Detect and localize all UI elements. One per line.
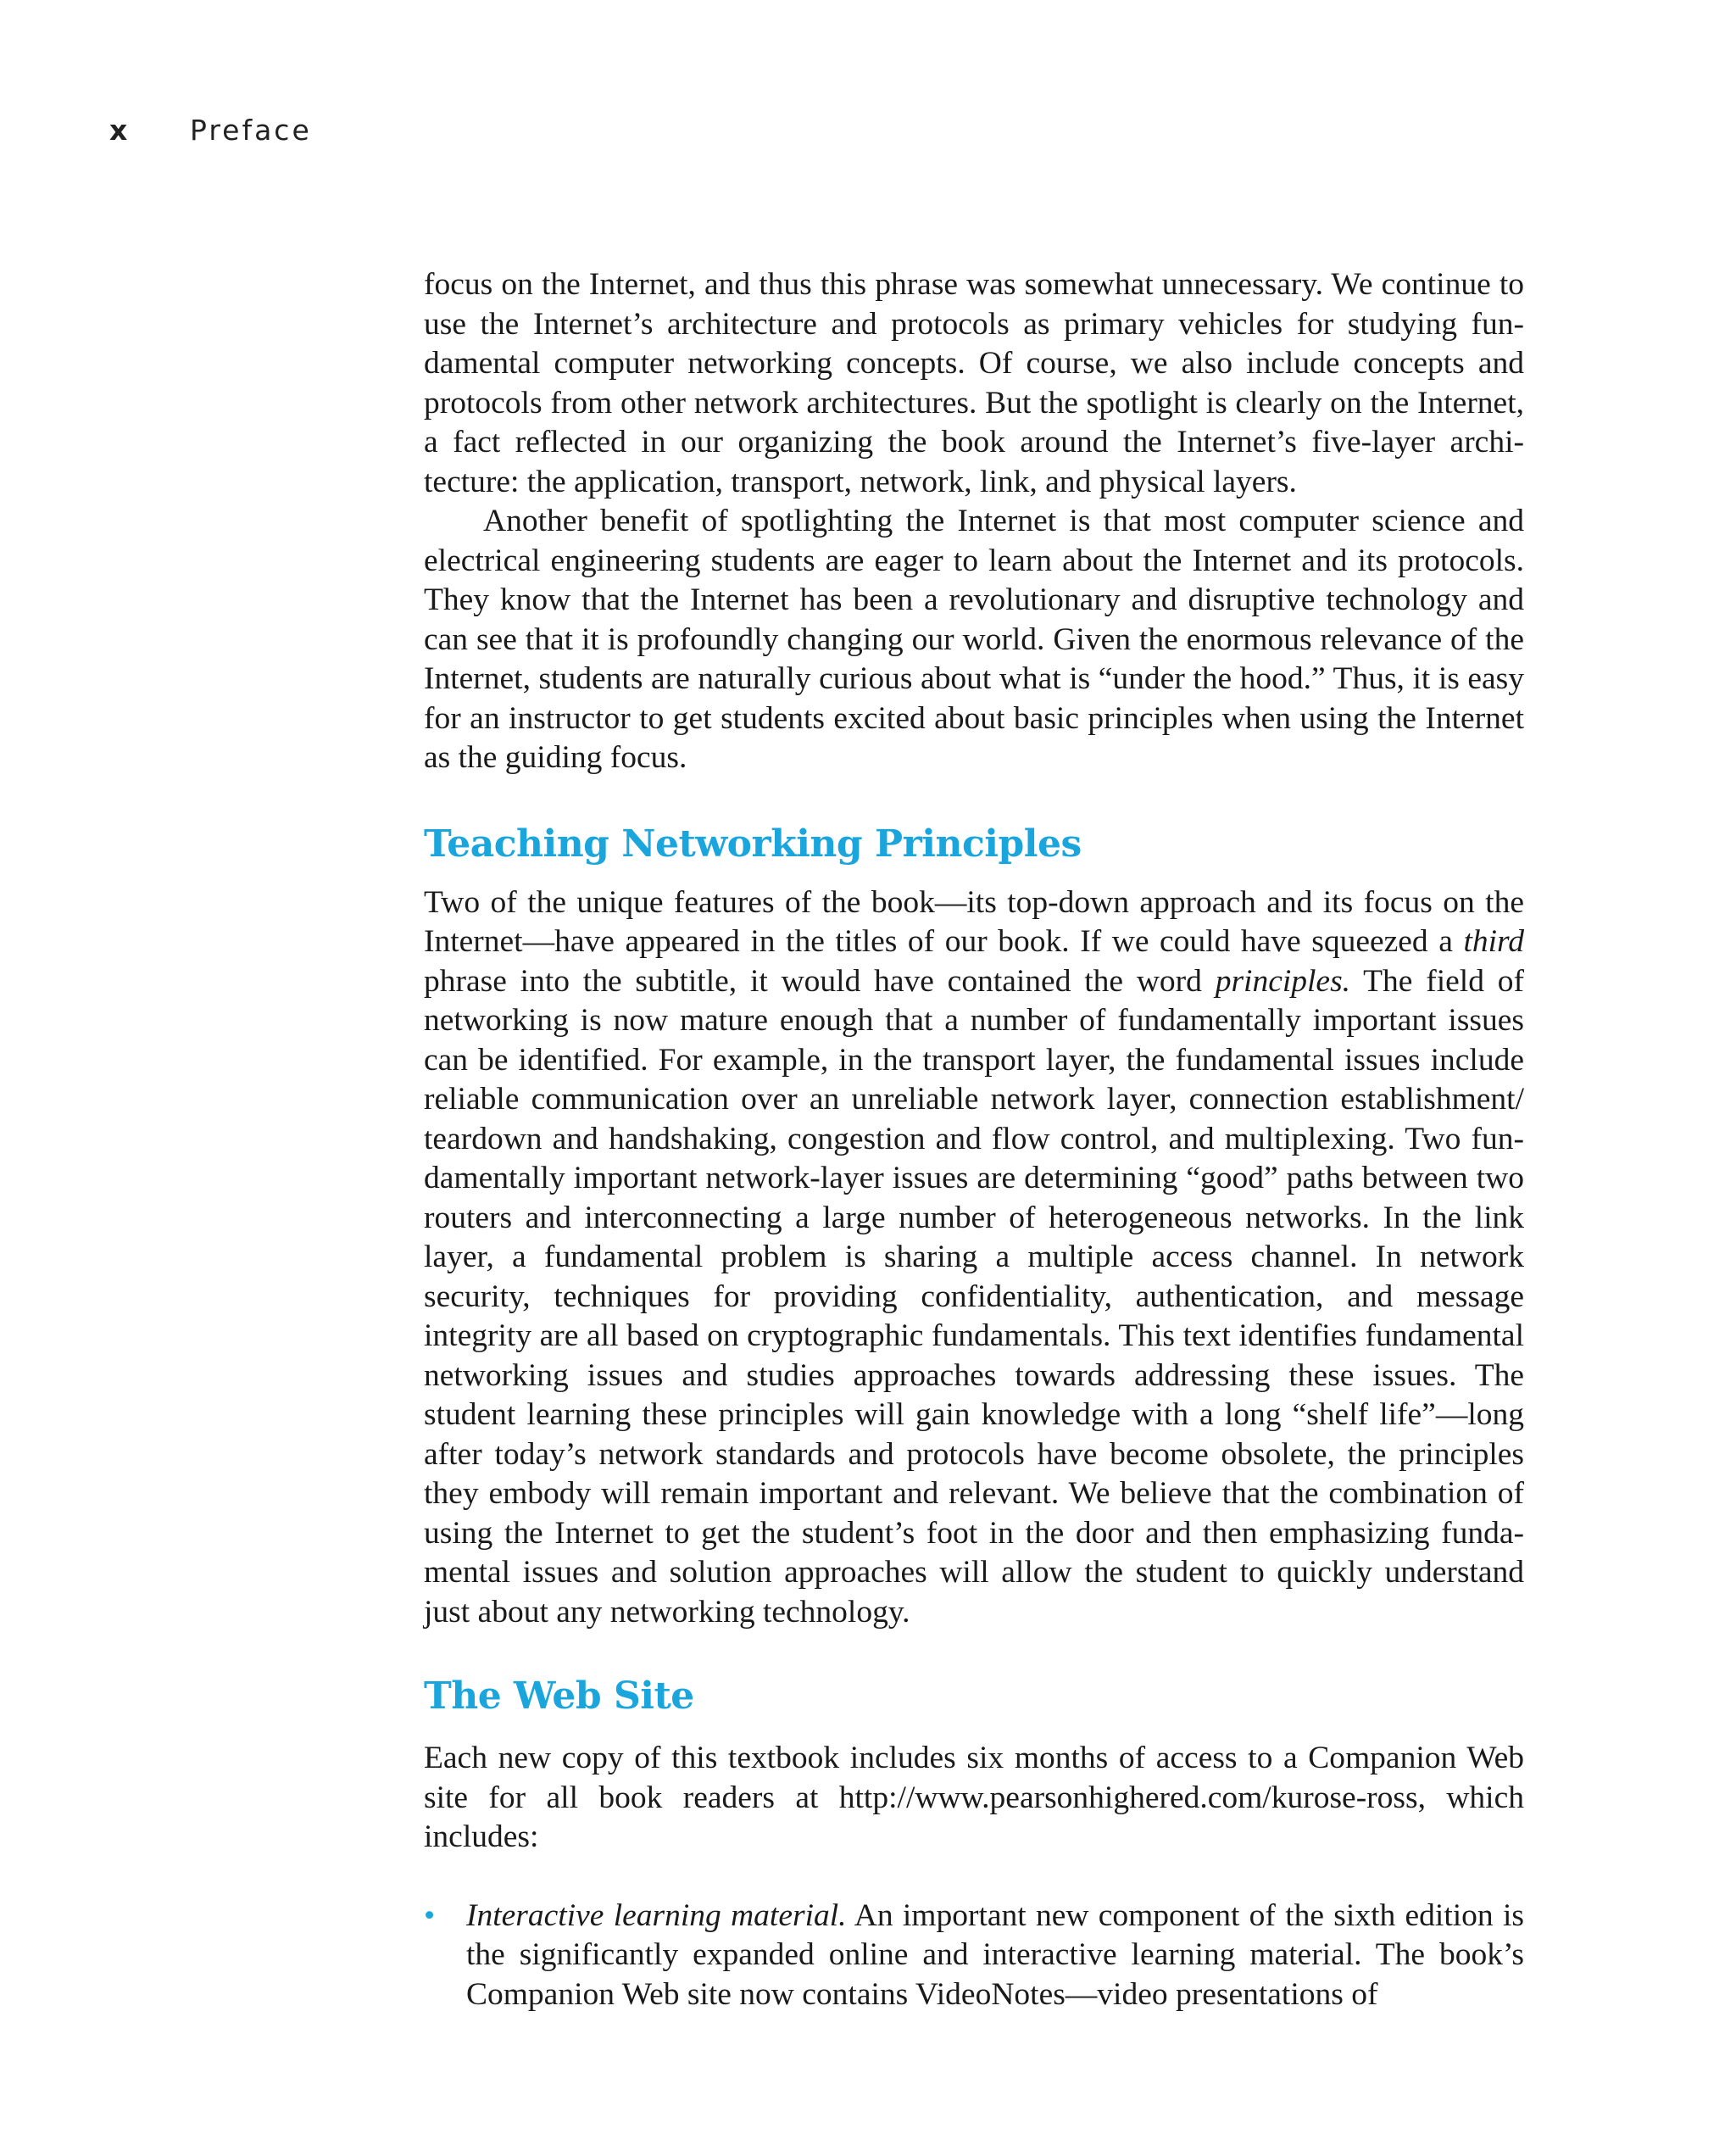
heading-teaching-networking-principles: Teaching Networking Principles	[424, 822, 1082, 866]
bullet-title: Interactive learning material.	[466, 1897, 847, 1933]
paragraph-continued: focus on the Internet, and thus this phrase was somewhat unnecessary. We continue to use the Internet’s architecture and protocols as primary vehicles for studying fundamental computer networking concepts. Of course, we also include concepts and protocols from other network architectures. But the spotlight is clearly on the Internet, a fact reflected in our organizing the book around the Internet’s five-layer architecture: the application, transport, network, link, and physical layers.	[424, 267, 1524, 499]
list-item	[424, 1897, 1524, 2015]
running-head	[109, 114, 312, 147]
bullet-icon: •	[424, 1897, 436, 1933]
principles-text-3: The field of networking is now mature enough that a number of fundamentally important issues can be identified. For example, in the transport layer, the fundamental issues include reliable communication over an unreliable network layer, connection establishment/​teardown and handshaking, congestion and flow control, and multiplexing. Two fundamentally important network-layer issues are determining “good” paths between two routers and interconnecting a large number of heterogeneous networks. In the link layer, a fundamental problem is sharing a multiple access channel. In network security, techniques for providing confidentiality, authentication, and message integrity are all based on cryptographic fundamentals. This text identifies fundamental networking issues and studies approaches towards addressing these issues. The student learning these principles will gain knowledge with a long “shelf life”—long after today’s network standards and protocols have become obsolete, the principles they embody will remain important and relevant. We believe that the combination of using the Internet to get the student’s foot in the door and then emphasizing fundamental issues and solution approaches will allow the student to quickly understand just about any networking technology.	[424, 963, 1524, 1630]
bullet-list	[424, 1897, 1524, 2015]
paragraph-principles	[424, 883, 1524, 1633]
paragraph-web-site-intro: Each new copy of this textbook includes six months of access to a Companion Web site for all book readers at http://www.pearsonhighered.com/kurose-ross, which includes:	[424, 1741, 1524, 1854]
page-number: x	[109, 114, 131, 147]
heading-the-web-site: The Web Site	[424, 1674, 694, 1718]
bullet-text: An important new component of the sixth edition is the significantly expanded online and interactive learning material. The book’s Companion Web site now contains VideoNotes—video presentations of	[466, 1897, 1524, 2012]
emphasis-third: third	[1463, 924, 1524, 959]
emphasis-principles: principles.	[1215, 963, 1351, 999]
page-body	[424, 265, 1524, 2014]
paragraph-internet-benefit: Another benefit of spotlighting the Internet is that most computer science and electrical engineering students are eager to learn about the Internet and its protocols. They know that the Internet has been a revolutionary and disruptive technology and can see that it is profoundly changing our world. Given the enormous relevance of the Internet, students are naturally curious about what is “under the hood.” Thus, it is easy for an instructor to get students excited about basic principles when using the Internet as the guiding focus.	[424, 504, 1524, 775]
principles-text-2: phrase into the subtitle, it would have contained the word	[424, 963, 1216, 999]
running-head-section: Preface	[190, 114, 312, 147]
principles-text-1: Two of the unique features of the book—its top-down approach and its focus on the Internet—have appeared in the titles of our book. If we could have squeezed a	[424, 884, 1524, 959]
